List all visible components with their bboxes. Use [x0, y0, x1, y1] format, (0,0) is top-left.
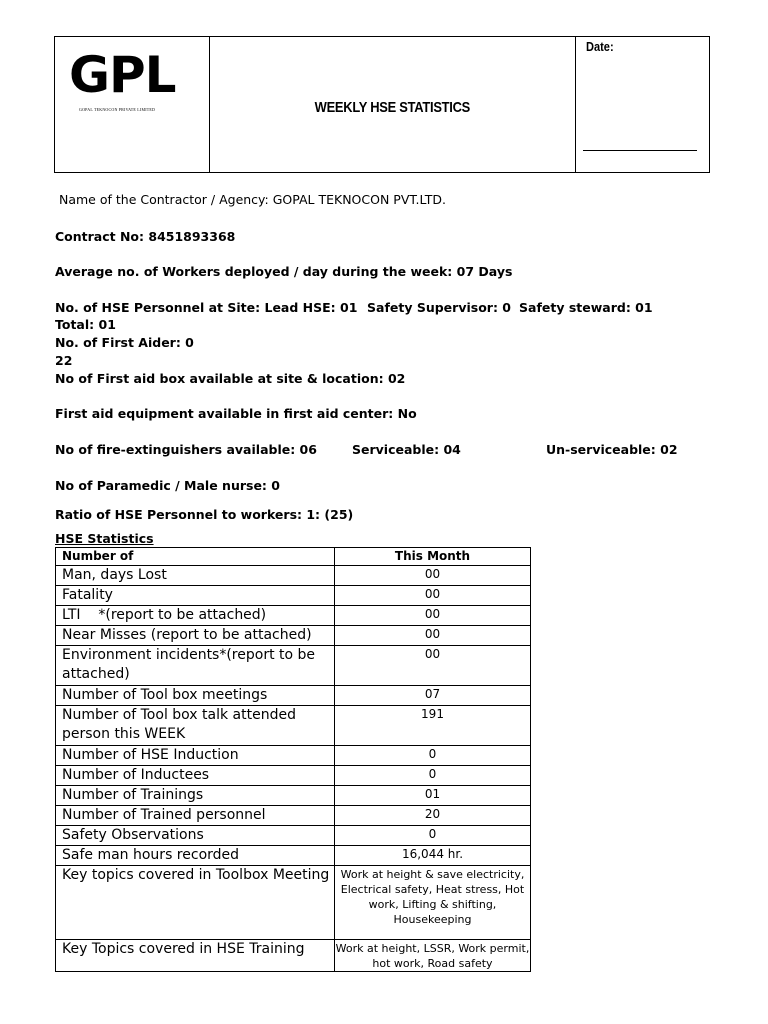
fire-extinguisher-count: No of fire-extinguishers available: 06	[55, 442, 317, 457]
title-cell	[210, 37, 576, 172]
row-label: Environment incidents*(report to be attached)	[56, 646, 335, 686]
table-row	[56, 686, 531, 706]
table-header-row	[56, 548, 531, 566]
safety-steward: Safety steward: 01	[519, 300, 653, 315]
stray-number: 22	[55, 353, 73, 368]
row-label: Key Topics covered in HSE Training	[56, 940, 335, 972]
row-value: 16,044 hr.	[335, 846, 531, 866]
row-label: Number of Inductees	[56, 766, 335, 786]
row-value: 20	[335, 806, 531, 826]
row-value: Work at height & save electricity, Electrical safety, Heat stress, Hot work, Lifting & shifting, Housekeeping	[335, 866, 531, 940]
table-row	[56, 626, 531, 646]
company-logo: GPL	[69, 46, 176, 104]
row-label: Number of Trained personnel	[56, 806, 335, 826]
table-row	[56, 646, 531, 686]
document-title: WEEKLY HSE STATISTICS	[314, 99, 471, 116]
serviceable-count: Serviceable: 04	[352, 442, 461, 457]
row-label: Number of Tool box talk attended person this WEEK	[56, 706, 335, 746]
row-value: Work at height, LSSR, Work permit, hot work, Road safety	[335, 940, 531, 972]
row-value: 07	[335, 686, 531, 706]
row-value: 00	[335, 626, 531, 646]
column-header-number-of: Number of	[56, 548, 335, 566]
row-label: Near Misses (report to be attached)	[56, 626, 335, 646]
row-value: 0	[335, 766, 531, 786]
first-aider-count: No. of First Aider: 0	[55, 335, 194, 350]
table-row	[56, 706, 531, 746]
row-value: 00	[335, 606, 531, 626]
table-row	[56, 806, 531, 826]
unserviceable-count: Un-serviceable: 02	[546, 442, 678, 457]
row-value: 00	[335, 646, 531, 686]
table-row	[56, 566, 531, 586]
row-value: 00	[335, 566, 531, 586]
logo-cell	[55, 37, 210, 172]
row-label: Man, days Lost	[56, 566, 335, 586]
table-row	[56, 586, 531, 606]
average-workers: Average no. of Workers deployed / day during the week: 07 Days	[55, 264, 513, 279]
paramedic-count: No of Paramedic / Male nurse: 0	[55, 478, 280, 493]
row-label: LTI *(report to be attached)	[56, 606, 335, 626]
row-value: 0	[335, 746, 531, 766]
date-cell	[576, 37, 709, 172]
row-label: Fatality	[56, 586, 335, 606]
date-label: Date:	[586, 39, 614, 54]
row-value: 191	[335, 706, 531, 746]
row-value: 01	[335, 786, 531, 806]
table-row	[56, 766, 531, 786]
table-row	[56, 746, 531, 766]
row-label: Safe man hours recorded	[56, 846, 335, 866]
date-signature-line	[583, 150, 697, 151]
contractor-name: Name of the Contractor / Agency: GOPAL TEKNOCON PVT.LTD.	[59, 192, 446, 207]
column-header-this-month: This Month	[335, 548, 531, 566]
table-row	[56, 826, 531, 846]
table-row	[56, 866, 531, 940]
document-header	[54, 36, 710, 173]
hse-personnel-lead: No. of HSE Personnel at Site: Lead HSE: 01	[55, 300, 358, 315]
hse-personnel-total: Total: 01	[55, 317, 116, 332]
row-label: Number of Tool box meetings	[56, 686, 335, 706]
company-logo-subtext: GOPAL TEKNOCON PRIVATE LIMITED	[79, 107, 156, 112]
row-value: 00	[335, 586, 531, 606]
first-aid-equipment: First aid equipment available in first aid center: No	[55, 406, 417, 421]
table-row	[56, 940, 531, 972]
table-row	[56, 846, 531, 866]
row-label: Safety Observations	[56, 826, 335, 846]
first-aid-box-count: No of First aid box available at site & location: 02	[55, 371, 406, 386]
hse-statistics-heading: HSE Statistics	[55, 531, 154, 546]
row-label: Number of HSE Induction	[56, 746, 335, 766]
safety-supervisor: Safety Supervisor: 0	[367, 300, 511, 315]
table-row	[56, 606, 531, 626]
row-label: Number of Trainings	[56, 786, 335, 806]
table-row	[56, 786, 531, 806]
hse-statistics-table	[55, 547, 531, 972]
contract-number: Contract No: 8451893368	[55, 229, 236, 244]
row-label: Key topics covered in Toolbox Meeting	[56, 866, 335, 940]
row-value: 0	[335, 826, 531, 846]
hse-ratio: Ratio of HSE Personnel to workers: 1: (25)	[55, 507, 354, 522]
